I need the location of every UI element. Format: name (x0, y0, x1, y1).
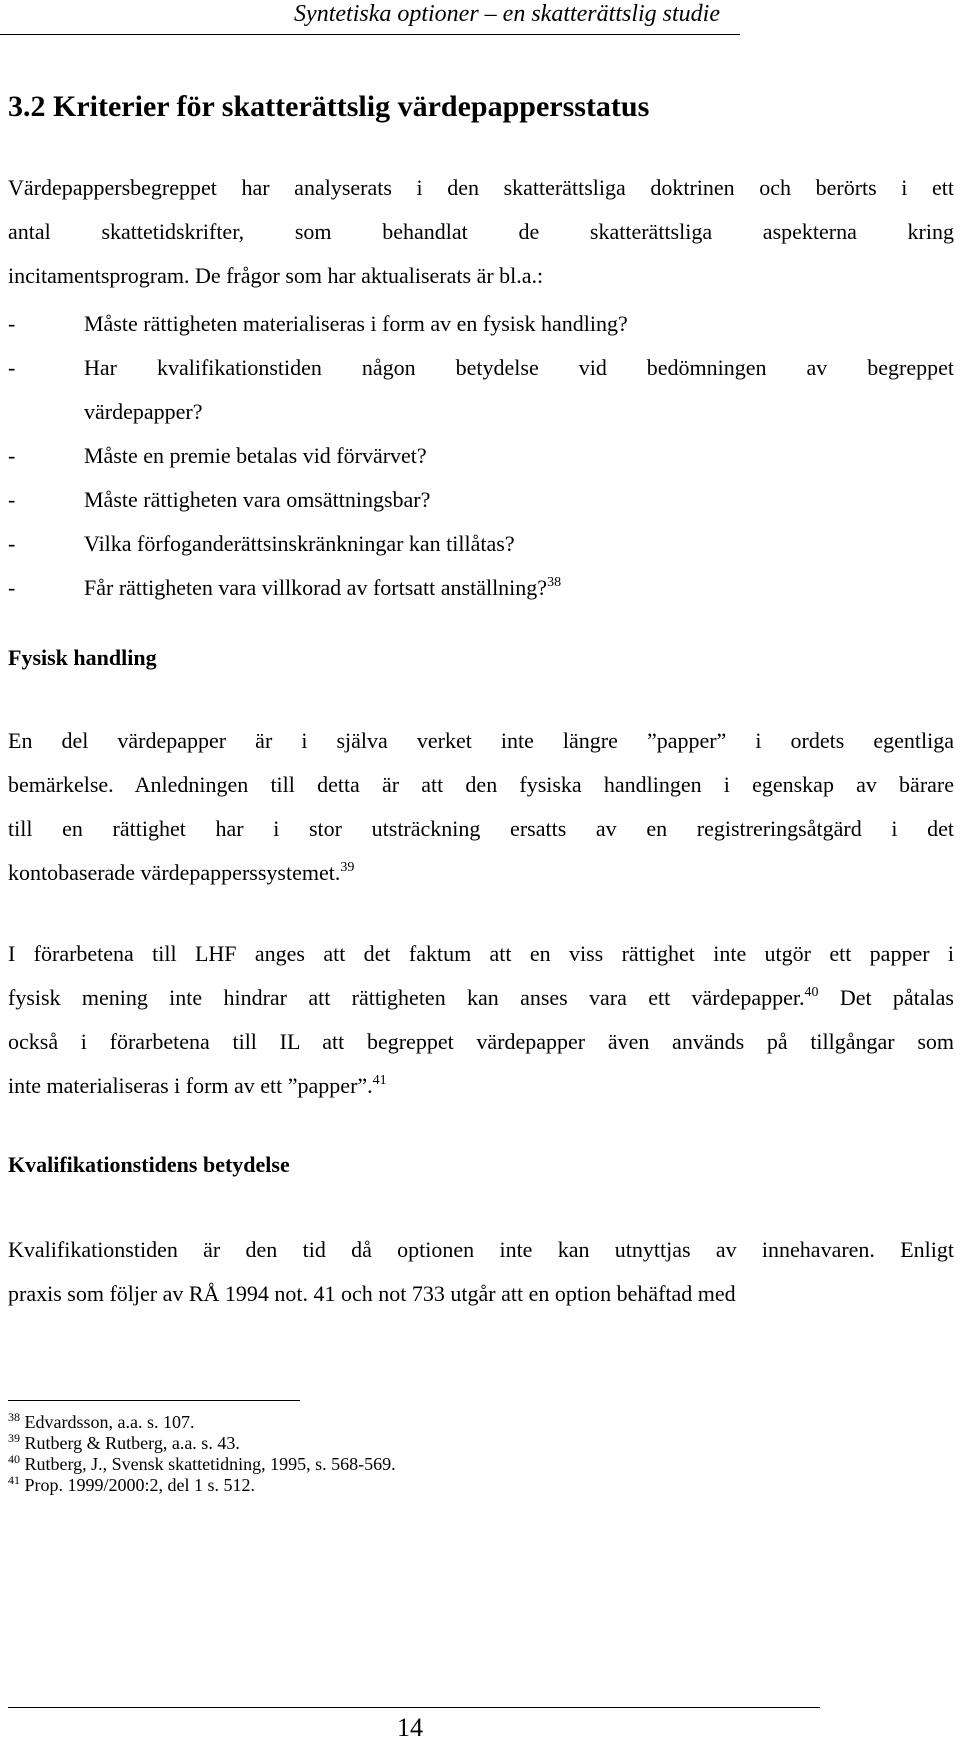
footnote-number: 38 (8, 1410, 20, 1424)
footnote-ref[interactable]: 38 (547, 575, 562, 590)
running-header (0, 0, 960, 38)
list-item (8, 566, 954, 610)
list-item (8, 434, 954, 478)
list-item (8, 346, 954, 434)
paragraph-line: Kvalifikationstiden är den tid då optionen inte kan utnyttjas av innehavaren. Enligt (8, 1237, 954, 1262)
intro-line: incitamentsprogram. De frågor som har aktualiserats är bl.a.: (8, 263, 544, 288)
footnote (8, 1412, 396, 1433)
intro-line: antal skattetidskrifter, som behandlat de skatterättsliga aspekterna kring (8, 219, 954, 244)
footnote-text: Rutberg & Rutberg, a.a. s. 43. (20, 1433, 240, 1453)
footnote-ref[interactable]: 40 (804, 985, 819, 1000)
footnote-rule (8, 1400, 300, 1401)
paragraph-line: En del värdepapper är i själva verket inte längre ”papper” i ordets egentliga (8, 728, 954, 753)
footnote-ref[interactable]: 41 (372, 1073, 387, 1088)
list-dash: - (8, 487, 16, 512)
list-item (8, 522, 954, 566)
footnote (8, 1475, 396, 1496)
paragraph-line (8, 1064, 954, 1108)
heading-kvalifikationstid: Kvalifikationstidens betydelse (8, 1152, 290, 1177)
list-item-text: värdepapper? (84, 399, 203, 424)
list-item-text: Har kvalifikationstiden någon betydelse vid bedömningen av begreppet (84, 355, 954, 380)
fysisk-paragraph (8, 719, 954, 895)
list-item (8, 302, 954, 346)
list-item-text: Måste rättigheten vara omsättningsbar? (84, 487, 431, 512)
paragraph-text: fysisk mening inte hindrar att rättigheten kan anses vara ett värdepapper. (8, 985, 805, 1010)
kvalifikation-paragraph (8, 1228, 954, 1316)
question-list (8, 302, 954, 610)
footnote-number: 39 (8, 1431, 20, 1445)
footnote (8, 1433, 396, 1454)
intro-paragraph (8, 166, 954, 298)
footnote-ref[interactable]: 39 (340, 860, 355, 875)
footnote (8, 1454, 396, 1475)
list-item-text: Måste rättigheten materialiseras i form av en fysisk handling? (84, 311, 628, 336)
paragraph-line: till en rättighet har i stor utsträckning ersatts av en registreringsåtgärd i det (8, 816, 954, 841)
footnote-text: Edvardsson, a.a. s. 107. (20, 1412, 195, 1432)
paragraph-text: kontobaserade värdepapperssystemet. (8, 860, 341, 885)
footnotes (8, 1412, 396, 1496)
running-title: Syntetiska optioner – en skatterättslig studie (294, 1, 720, 27)
footnote-text: Prop. 1999/2000:2, del 1 s. 512. (20, 1475, 256, 1495)
list-item-text: Får rättigheten vara villkorad av fortsatt anställning? (84, 575, 548, 600)
footer-rule (8, 1707, 820, 1708)
paragraph-line (8, 976, 954, 1020)
paragraph-line: I förarbetena till LHF anges att det faktum att en viss rättighet inte utgör ett papper i (8, 941, 954, 966)
paragraph-text: Det påtalas (818, 985, 954, 1010)
list-dash: - (8, 443, 16, 468)
header-rule (0, 34, 740, 35)
list-dash: - (8, 355, 16, 380)
paragraph-text: inte materialiseras i form av ett ”papper”. (8, 1073, 373, 1098)
list-dash: - (8, 311, 16, 336)
list-item-text: Vilka förfoganderättsinskränkningar kan tillåtas? (84, 531, 515, 556)
heading-fysisk-handling: Fysisk handling (8, 645, 157, 670)
paragraph-line: bemärkelse. Anledningen till detta är att den fysiska handlingen i egenskap av bärare (8, 772, 954, 797)
paragraph-line: också i förarbetena till IL att begreppet värdepapper även används på tillgångar som (8, 1029, 954, 1054)
list-dash: - (8, 575, 16, 600)
list-dash: - (8, 531, 16, 556)
list-item (8, 478, 954, 522)
paragraph-line: praxis som följer av RÅ 1994 not. 41 och not 733 utgår att en option behäftad med (8, 1281, 736, 1306)
list-item-text: Måste en premie betalas vid förvärvet? (84, 443, 427, 468)
intro-line: Värdepappersbegreppet har analyserats i den skatterättsliga doktrinen och berörts i ett (8, 175, 954, 200)
page-number: 14 (397, 1713, 423, 1742)
paragraph-line (8, 851, 954, 895)
footnote-number: 40 (8, 1452, 20, 1466)
footnote-number: 41 (8, 1473, 20, 1487)
footnote-text: Rutberg, J., Svensk skattetidning, 1995, s. 568-569. (20, 1454, 396, 1474)
section-title: 3.2 Kriterier för skatterättslig värdepappersstatus (8, 90, 650, 123)
forarbeten-paragraph (8, 932, 954, 1108)
